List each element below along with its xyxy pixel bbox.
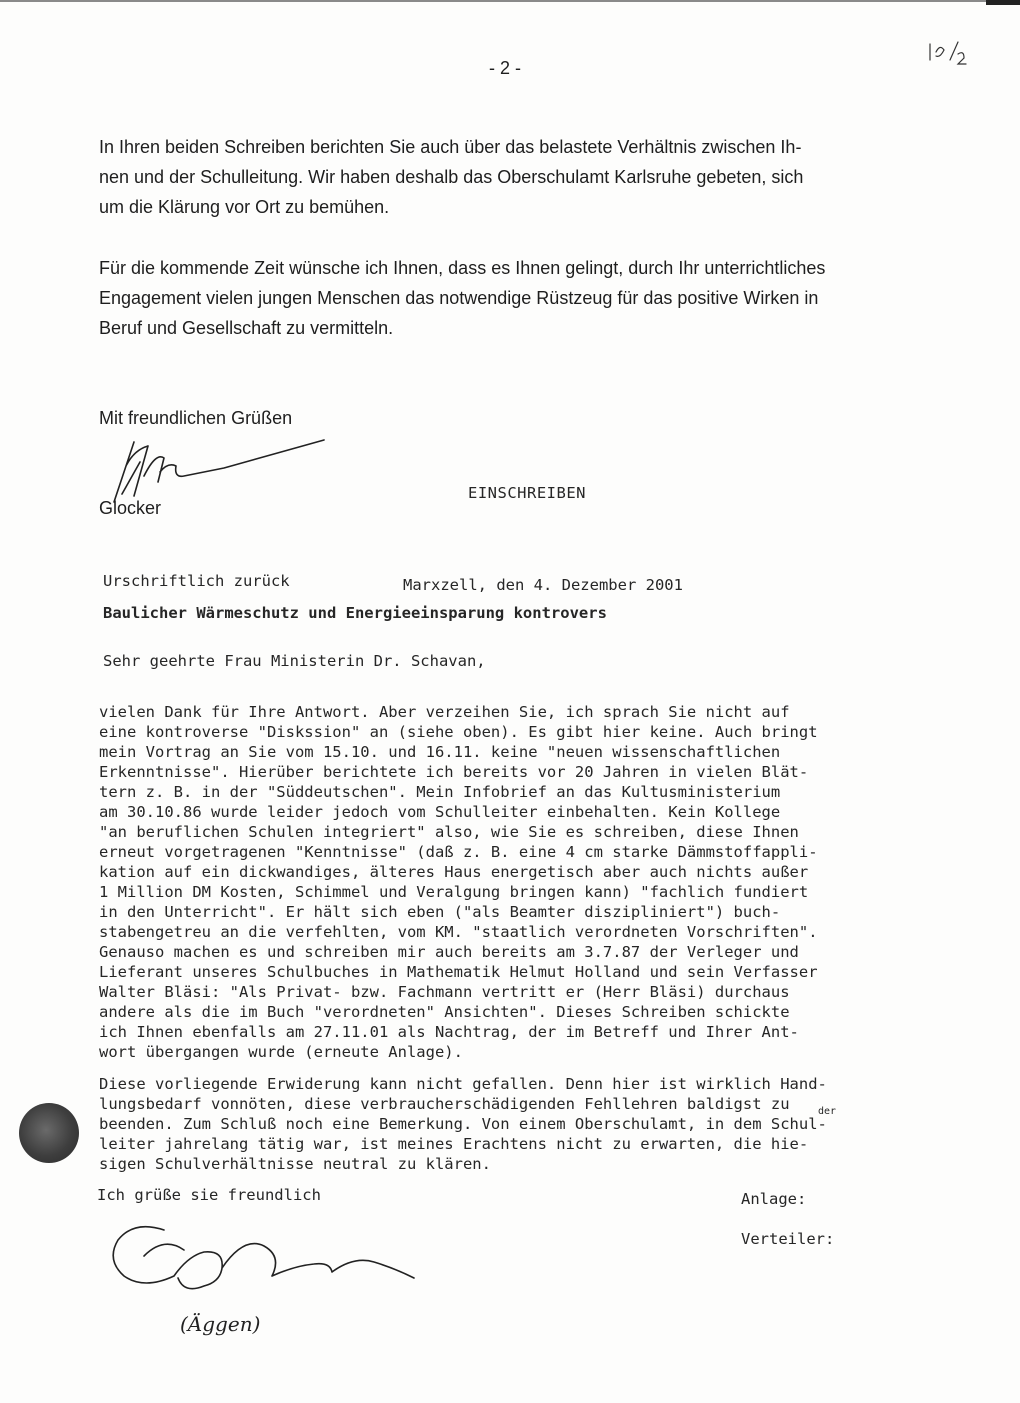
text-line: Engagement vielen jungen Menschen das notwendige Rüstzeug für das positive Wirken in [99, 288, 819, 308]
reply-subject: Baulicher Wärmeschutz und Energieeinsparung kontrovers [103, 604, 607, 622]
text-line: vielen Dank für Ihre Antwort. Aber verzeihen Sie, ich sprach Sie nicht auf [99, 703, 790, 721]
text-line: um die Klärung vor Ort zu bemühen. [99, 197, 390, 217]
text-line: lungsbedarf vonnöten, diese verbraucherschädigenden Fehllehren baldigst zu [99, 1095, 790, 1113]
letter-closing: Mit freundlichen Grüßen [99, 408, 293, 428]
reply-greeting: Ich grüße sie freundlich [97, 1186, 321, 1204]
text-line: Beruf und Gesellschaft zu vermitteln. [99, 318, 394, 338]
reply-body-paragraph-2 [99, 1074, 899, 1174]
text-line: eine kontroverse "Diskssion" an (siehe oben). Es gibt hier keine. Auch bringt [99, 723, 818, 741]
text-line: leiter jahrelang tätig war, ist meines Erachtens nicht zu erwarten, die hie- [99, 1135, 809, 1153]
text-line: beenden. Zum Schluß noch eine Bemerkung. Von einem Oberschulamt, in dem Schul- [99, 1115, 827, 1133]
text-line: wort übergangen wurde (erneute Anlage). [99, 1043, 463, 1061]
distribution-label: Verteiler: [741, 1230, 835, 1248]
text-line: "an beruflichen Schulen integriert" also, wie Sie es schreiben, diese Ihnen [99, 823, 799, 841]
text-line: Diese vorliegende Erwiderung kann nicht gefallen. Denn hier ist wirklich Hand- [99, 1075, 827, 1093]
text-line: 1 Million DM Kosten, Schimmel und Veralgung bringen kann) "fachlich fundiert [99, 883, 809, 901]
text-line: nen und der Schulleitung. Wir haben deshalb das Oberschulamt Karlsruhe gebeten, sich [99, 167, 804, 187]
text-line: Lieferant unseres Schulbuches in Mathematik Helmut Holland und sein Verfasser [99, 963, 818, 981]
return-note: Urschriftlich zurück [103, 572, 290, 590]
enclosure-label: Anlage: [741, 1190, 807, 1208]
reply-salutation: Sehr geehrte Frau Ministerin Dr. Schavan, [103, 652, 486, 670]
text-line: Für die kommende Zeit wünsche ich Ihnen, dass es Ihnen gelingt, durch Ihr unterrichtliches [99, 258, 826, 278]
text-line: kation auf ein dickwandiges, älteres Haus energetisch aber auch nichts außer [99, 863, 809, 881]
punch-hole-mark [19, 1103, 79, 1163]
text-line: am 30.10.86 wurde leider jedoch vom Schulleiter einbehalten. Kein Kollege [99, 803, 781, 821]
text-line: in den Unterricht". Er hält sich eben ("als Beamter diszipliniert") buch- [99, 903, 781, 921]
text-line: sigen Schulverhältnisse neutral zu klären. [99, 1155, 491, 1173]
signature-name-handwritten: (Äggen) [180, 1312, 261, 1336]
place-date: Marxzell, den 4. Dezember 2001 [403, 576, 683, 594]
page-number: - 2 - [488, 58, 521, 78]
text-line: tern z. B. in der "Süddeutschen". Mein Infobrief an das Kultusministerium [99, 783, 781, 801]
letter-paragraph-2 [99, 253, 929, 343]
text-line: erneut vorgetragenen "Kenntnisse" (daß z. B. eine 4 cm starke Dämmstoffappli- [99, 843, 818, 861]
top-edge-line [0, 0, 1020, 2]
letter-paragraph-1 [99, 132, 929, 222]
text-line: stabengetreu an die verfehlten, vom KM. "staatlich verordneten Vorschriften". [99, 923, 818, 941]
text-line: Genauso machen es und schreiben mir auch bereits am 3.7.87 der Verleger und [99, 943, 799, 961]
text-line: Walter Bläsi: "Als Privat- bzw. Fachmann vertritt er (Herr Bläsi) durchaus [99, 983, 790, 1001]
text-line: In Ihren beiden Schreiben berichten Sie auch über das belastete Verhältnis zwischen Ih- [99, 137, 802, 157]
aeggen-signature [104, 1216, 434, 1316]
text-line: ich Ihnen ebenfalls am 27.11.01 als Nachtrag, der im Betreff und Ihrer Ant- [99, 1023, 799, 1041]
reply-body-paragraph-1 [99, 702, 899, 1062]
handwritten-insert: der [818, 1106, 837, 1117]
top-edge-mark [986, 0, 1020, 5]
letter-signatory: Glocker [99, 498, 162, 518]
text-line: Erkenntnisse". Hierüber berichtete ich bereits vor 20 Jahren in vielen Blät- [99, 763, 809, 781]
registered-mail-label: EINSCHREIBEN [468, 484, 586, 502]
text-line: andere als die im Buch "verordneten" Ansichten". Dieses Schreiben schickte [99, 1003, 790, 1021]
text-line: mein Vortrag an Sie vom 15.10. und 16.11. keine "neuen wissenschaftlichen [99, 743, 781, 761]
